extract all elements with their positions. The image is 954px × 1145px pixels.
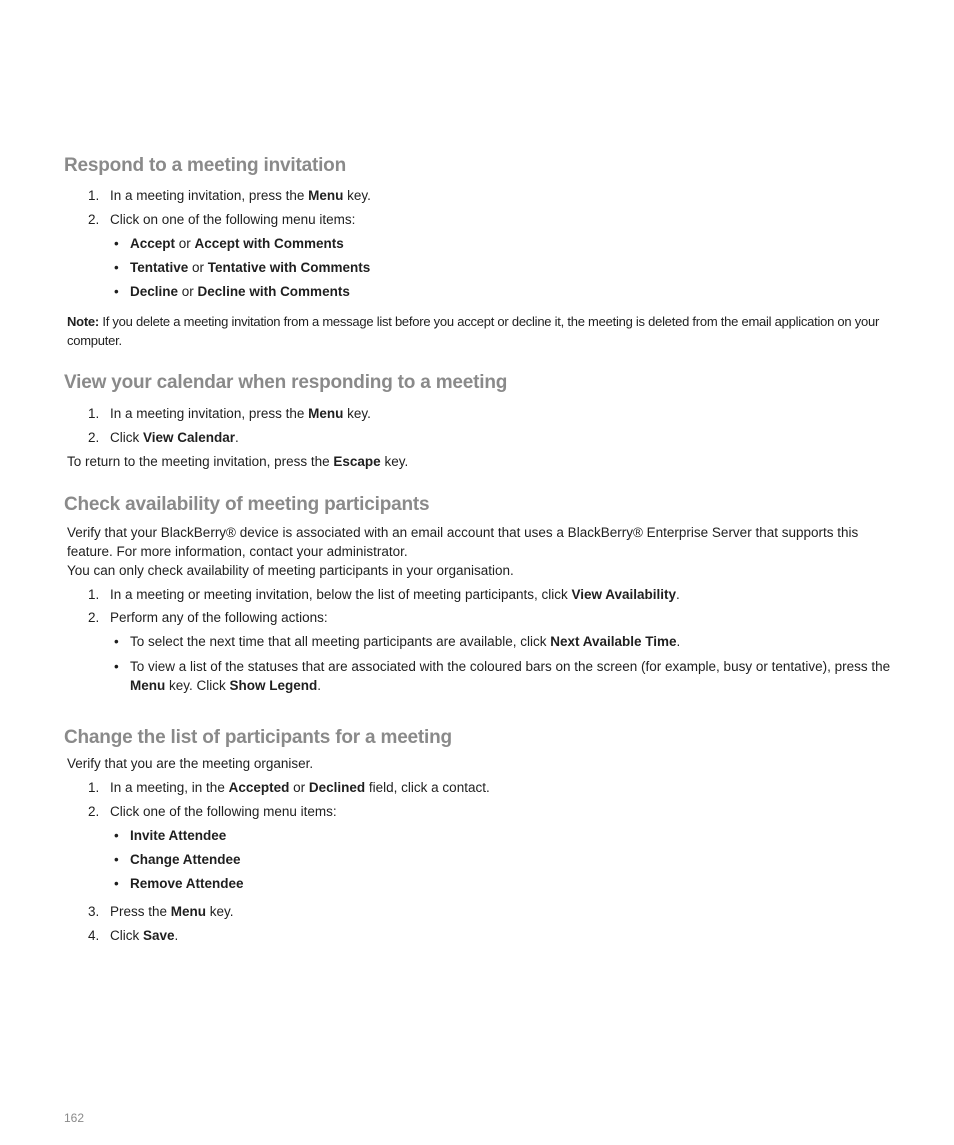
list-item: 2. Click on one of the following menu items: (88, 212, 356, 227)
list-item: 1. In a meeting invitation, press the Menu key. (88, 406, 371, 421)
list-item: 1. In a meeting or meeting invitation, below the list of meeting participants, click View Availability. (88, 587, 680, 602)
list-item: 4. Click Save. (88, 928, 179, 943)
list-item: 1. In a meeting invitation, press the Menu key. (88, 188, 371, 203)
intro-paragraph: Verify that your BlackBerry® device is associated with an email account that uses a BlackBerry® Enterprise Server that supports this feature. For more information, contact your administrator. (67, 525, 859, 559)
bullet-item: To view a list of the statuses that are associated with the coloured bars on the screen (for example, busy or tentative), press the Menu key. Click Show Legend. (130, 659, 891, 693)
paragraph: Verify that you are the meeting organiser. (67, 756, 314, 771)
section-title-check-availability: Check availability of meeting participants (64, 494, 430, 515)
paragraph: To return to the meeting invitation, press the Escape key. (67, 454, 409, 469)
bullet-item: • Remove Attendee (114, 876, 244, 891)
list-item: 3. Press the Menu key. (88, 904, 234, 919)
list-item: 2. Click one of the following menu items: (88, 804, 337, 819)
section-title-respond: Respond to a meeting invitation (64, 155, 346, 176)
list-item: 2. Click View Calendar. (88, 430, 239, 445)
list-item: 2. Perform any of the following actions: (88, 610, 328, 625)
bullet-item: • Accept or Accept with Comments (114, 236, 344, 251)
note-paragraph: Note: If you delete a meeting invitation from a message list before you accept or decline it, the meeting is deleted from the email application on your computer. (67, 314, 880, 348)
bullet-item: • Change Attendee (114, 852, 241, 867)
bullet-item: • Decline or Decline with Comments (114, 284, 350, 299)
bullet-item: • Invite Attendee (114, 828, 227, 843)
page-number: 162 (64, 1111, 85, 1125)
paragraph: You can only check availability of meeting participants in your organisation. (67, 563, 514, 578)
bullet-marker: • (114, 659, 119, 674)
section-title-change-participants: Change the list of participants for a meeting (64, 727, 452, 748)
section-title-view-calendar: View your calendar when responding to a meeting (64, 372, 508, 393)
list-item: 1. In a meeting, in the Accepted or Declined field, click a contact. (88, 780, 490, 795)
bullet-item: • Tentative or Tentative with Comments (114, 260, 371, 275)
bullet-item: • To select the next time that all meeting participants are available, click Next Available Time. (114, 634, 681, 649)
